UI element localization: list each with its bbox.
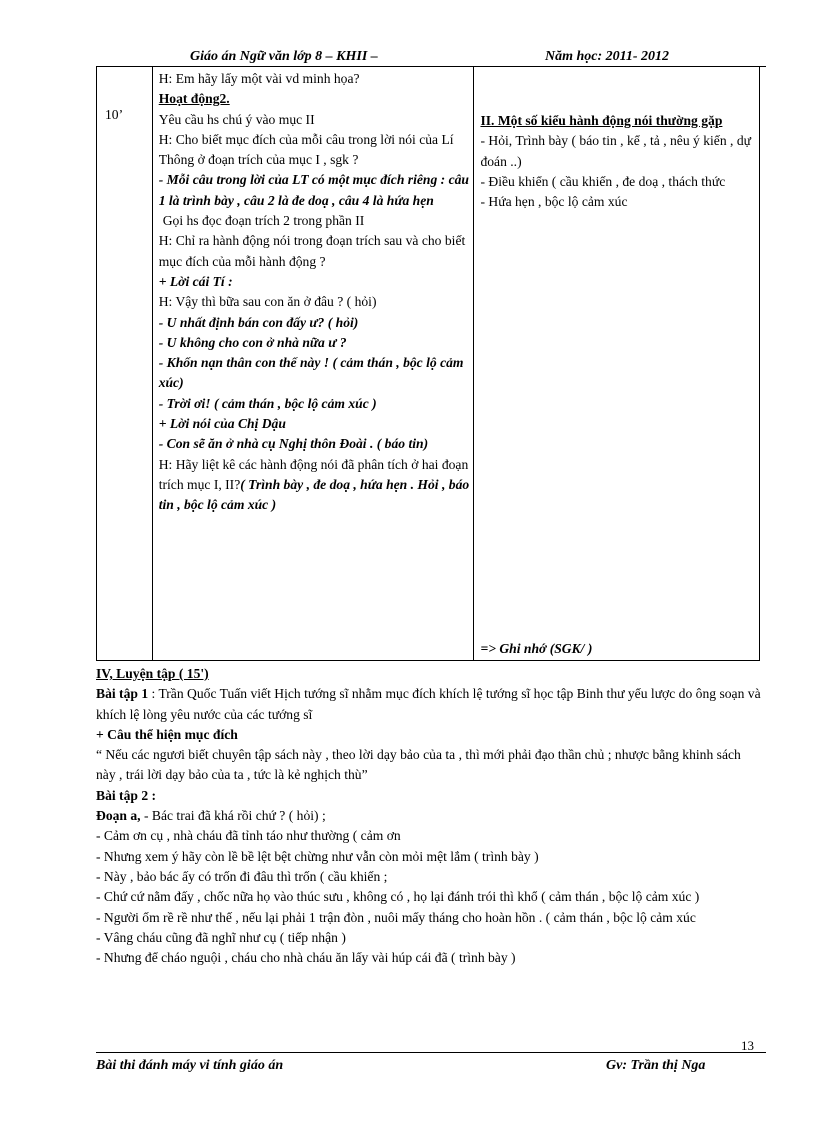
paragraph-a-text: - Bác trai đã khá rồi chứ ? ( hỏi) ; — [140, 808, 326, 824]
activity-cell — [152, 67, 474, 661]
list-item: Gọi hs đọc đoạn trích 2 trong phần II — [162, 213, 365, 229]
exercise-1-text: : Trần Quốc Tuấn viết Hịch tướng sĩ nhằm mục đích khích lệ tướng sĩ học tập Binh thư yếu lược do ông soạn và khích lệ lòng yêu nước của các tướng sĩ — [96, 686, 761, 722]
purpose-heading: + Câu thể hiện mục đích — [96, 726, 238, 742]
content-heading: II. Một số kiểu hành động nói thường gặp — [480, 113, 723, 128]
list-item: - Chứ cứ nằm đấy , chốc nữa họ vào thúc sưu , không có , họ lại đánh trói thì khổ ( cảm thán , bộc lộ cảm xúc ) — [96, 889, 700, 905]
footer-left: Bài thi đánh máy vi tính giáo án — [96, 1058, 284, 1073]
time-cell: 10’ — [97, 67, 153, 661]
list-item: - Trời ơi! ( cảm thán , bộc lộ cảm xúc ) — [158, 395, 377, 411]
list-item: - Người ốm rề rề như thế , nếu lại phải 1 trận đòn , nuôi mấy tháng cho hoàn hồn . ( cảm thán , bộc lộ cảm xúc — [96, 909, 696, 925]
list-item: - Hỏi, Trình bày ( báo tin , kể , tả , nêu ý kiến , dự đoán ..) — [480, 133, 751, 169]
list-item: - U nhất định bán con đấy ư? ( hỏi) — [158, 314, 359, 330]
paragraph-a-label: Đoạn a, — [96, 808, 141, 824]
header-school-year: Năm học: 2011- 2012 — [545, 49, 670, 64]
list-item: H: Cho biết mục đích của mỗi câu trong lời nói của Lí Thông ở đoạn trích của mục I , sgk ? — [158, 131, 454, 168]
activity-heading: Hoạt động2. — [158, 91, 230, 107]
list-item: - Con sẽ ăn ở nhà cụ Nghị thôn Đoài . ( báo tin) — [158, 436, 429, 452]
lesson-table — [96, 66, 760, 661]
list-item: H: Chỉ ra hành động nói trong đoạn trích sau và cho biết mục đích của mỗi hành động ? — [158, 233, 466, 269]
table-row — [97, 67, 760, 661]
list-item: + Lời cái Tí : — [158, 273, 233, 289]
list-item: H: Vậy thì bữa sau con ăn ở đâu ? ( hỏi) — [158, 294, 377, 310]
practice-title: IV, Luyện tập ( 15') — [96, 666, 209, 681]
ghi-nho: => Ghi nhớ (SGK/ ) — [480, 641, 593, 656]
content-cell — [474, 67, 760, 661]
list-item: H: Em hãy lấy một vài vd minh họa? — [158, 71, 360, 86]
paragraph-a — [96, 806, 762, 826]
list-item: - Nhưng để cháo nguội , cháu cho nhà cháu ăn lấy vài húp cái đã ( trình bày ) — [96, 950, 516, 966]
list-item: - Mỗi câu trong lời của LT có một mục đích riêng : câu 1 là trình bày , câu 2 là đe doạ , câu 4 là hứa hẹn — [158, 172, 469, 208]
exercise-1 — [96, 684, 762, 725]
list-item: - Điều khiển ( cầu khiến , đe doạ , thách thức — [480, 173, 726, 189]
activity-question: H: Hãy liệt kê các hành động nói đã phân tích ở hai đoạn trích mục I, II? — [158, 456, 469, 492]
footer-right: Gv: Trần thị Nga — [606, 1058, 706, 1073]
exercise-1-label: Bài tập 1 — [96, 686, 149, 702]
list-item: - Này , bảo bác ấy có trốn đi đâu thì trốn ( cầu khiến ; — [96, 868, 388, 884]
list-item: - Vâng cháu cũng đã nghĩ như cụ ( tiếp nhận ) — [96, 929, 346, 945]
list-item: - U không cho con ở nhà nữa ư ? — [158, 334, 347, 350]
practice-section — [96, 664, 762, 968]
footer-divider — [96, 1052, 766, 1053]
exercise-2-label: Bài tập 2 : — [96, 787, 157, 803]
page-number: 13 — [741, 1038, 754, 1053]
header-subject: Giáo án Ngữ văn lớp 8 – KHII – — [190, 49, 378, 64]
page-header — [96, 47, 766, 67]
list-item: - Cảm ơn cụ , nhà cháu đã tỉnh táo như thường ( cảm ơn — [96, 828, 401, 844]
list-item: Yêu cầu hs chú ý vào mục II — [158, 111, 315, 127]
list-item: - Khốn nạn thân con thế này ! ( cảm thán , bộc lộ cảm xúc) — [158, 355, 464, 391]
list-item — [159, 455, 470, 516]
list-item: - Hứa hẹn , bộc lộ cảm xúc — [480, 194, 628, 210]
activity-answer: ( Trình bày , đe doạ , hứa hẹn . Hỏi , báo tin , bộc lộ cảm xúc ) — [158, 476, 470, 513]
list-item: + Lời nói của Chị Dậu — [158, 416, 286, 432]
list-item: - Nhưng xem ý hãy còn lề bề lệt bệt chừng như vẫn còn mỏi mệt lắm ( trình bày ) — [96, 848, 539, 864]
quote: “ Nếu các ngươi biết chuyên tập sách này , theo lời dạy bảo của ta , thì mới phải đạo thần chủ ; nhược bằng khinh sách này , trái lời dạy bảo của ta , tức là kẻ nghịch thù” — [96, 747, 741, 783]
